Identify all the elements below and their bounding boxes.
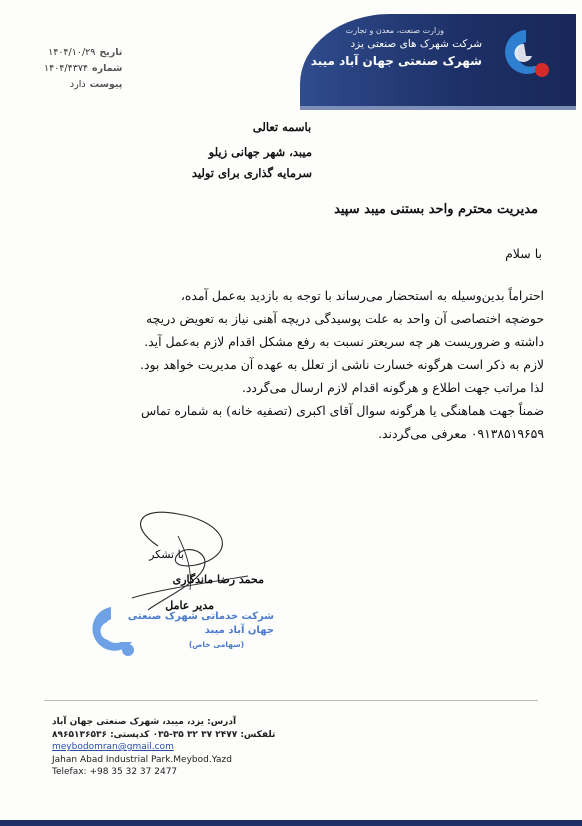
stamp-line3: (سهامی خاص) — [188, 640, 244, 649]
footer-divider — [44, 700, 538, 701]
body-line: ضمناً جهت هماهنگی یا هرگونه سوال آقای اکبری (تصفیه خانه) به شماره تماس — [140, 403, 544, 418]
attachment-value: دارد — [69, 78, 86, 90]
letter-meta — [44, 44, 122, 92]
body-line: لذا مراتب جهت اطلاع و هرگونه اقدام لازم ارسال می‌گردد. — [241, 380, 544, 395]
attachment-label: پیوست — [89, 78, 123, 90]
to-line1: میبد، شهر جهانی زیلو — [208, 145, 312, 159]
body-line: داشته و ضروریست هر چه سریعتر نسبت به رفع مشکل اقدام لازم به‌عمل آید. — [144, 334, 544, 349]
letter-body — [34, 284, 544, 445]
footer-email-link[interactable]: meybodomran@gmail.com — [52, 742, 174, 752]
addressee: مدیریت محترم واحد بستنی میبد سپید — [334, 202, 538, 217]
footer — [52, 716, 352, 779]
company-stamp — [84, 604, 284, 666]
to-line2: سرمایه گذاری برای تولید — [191, 166, 312, 180]
header-text — [262, 26, 482, 68]
date-row — [44, 44, 122, 60]
stamp-text — [128, 610, 274, 652]
body-line: لازم به ذکر است هرگونه خسارت ناشی از تعلل به عهده آن مدیریت خواهد بود. — [140, 357, 544, 372]
body-line: حوضچه اختصاصی آن واحد به علت پوسیدگی دریچه آهنی نیاز به تعویض دریچه — [145, 311, 544, 326]
signature-thanks: با تشکر — [149, 548, 184, 561]
body-line: ۰۹۱۳۸۵۱۹۶۵۹ معرفی می‌گردند. — [378, 426, 544, 441]
greeting: با سلام — [505, 246, 542, 261]
attachment-row — [44, 76, 122, 92]
stamp-line2: جهان آباد میبد — [204, 625, 274, 636]
body-line: احتراماً بدین‌وسیله به استحضار می‌رساند با توجه به بازدید به‌عمل آمده، — [180, 288, 544, 303]
number-label: شماره — [92, 62, 123, 74]
org-name-line1: شرکت شهرک های صنعتی یزد — [350, 38, 482, 50]
basmala: باسمه تعالی — [252, 120, 312, 134]
ministry-name: وزارت صنعت، معدن و تجارت — [345, 26, 444, 35]
date-label: تاریخ — [99, 46, 123, 58]
signer-title: مدیر عامل — [165, 599, 214, 612]
org-logo-icon — [498, 26, 554, 80]
date-value: ۱۴۰۴/۱۰/۲۹ — [48, 46, 96, 58]
number-value: ۱۴۰۴/۴۳۷۴ — [44, 62, 89, 74]
org-name-line2: شهرک صنعتی جهان آباد میبد — [310, 54, 482, 68]
to-block — [112, 142, 312, 184]
footer-bar — [0, 820, 582, 826]
signer-name: محمد رضا ماندگاری — [172, 573, 264, 586]
footer-phones-fa: تلفکس: ۲۴۷۷ ۳۷ ۳۲ ۳۵-۰۳۵ کدپستی: ۸۹۶۵۱۳۶۵۳۶ — [52, 729, 276, 740]
footer-address-fa: آدرس: یزد، میبد، شهرک صنعتی جهان آباد — [52, 717, 237, 727]
number-row — [44, 60, 122, 76]
footer-address-en: Jahan Abad Industrial Park.Meybod.Yazd — [52, 754, 232, 765]
stamp-line1: شرکت خدماتی شهرک صنعتی — [127, 611, 274, 622]
footer-telefax: Telefax: +98 35 32 37 2477 — [52, 767, 178, 777]
